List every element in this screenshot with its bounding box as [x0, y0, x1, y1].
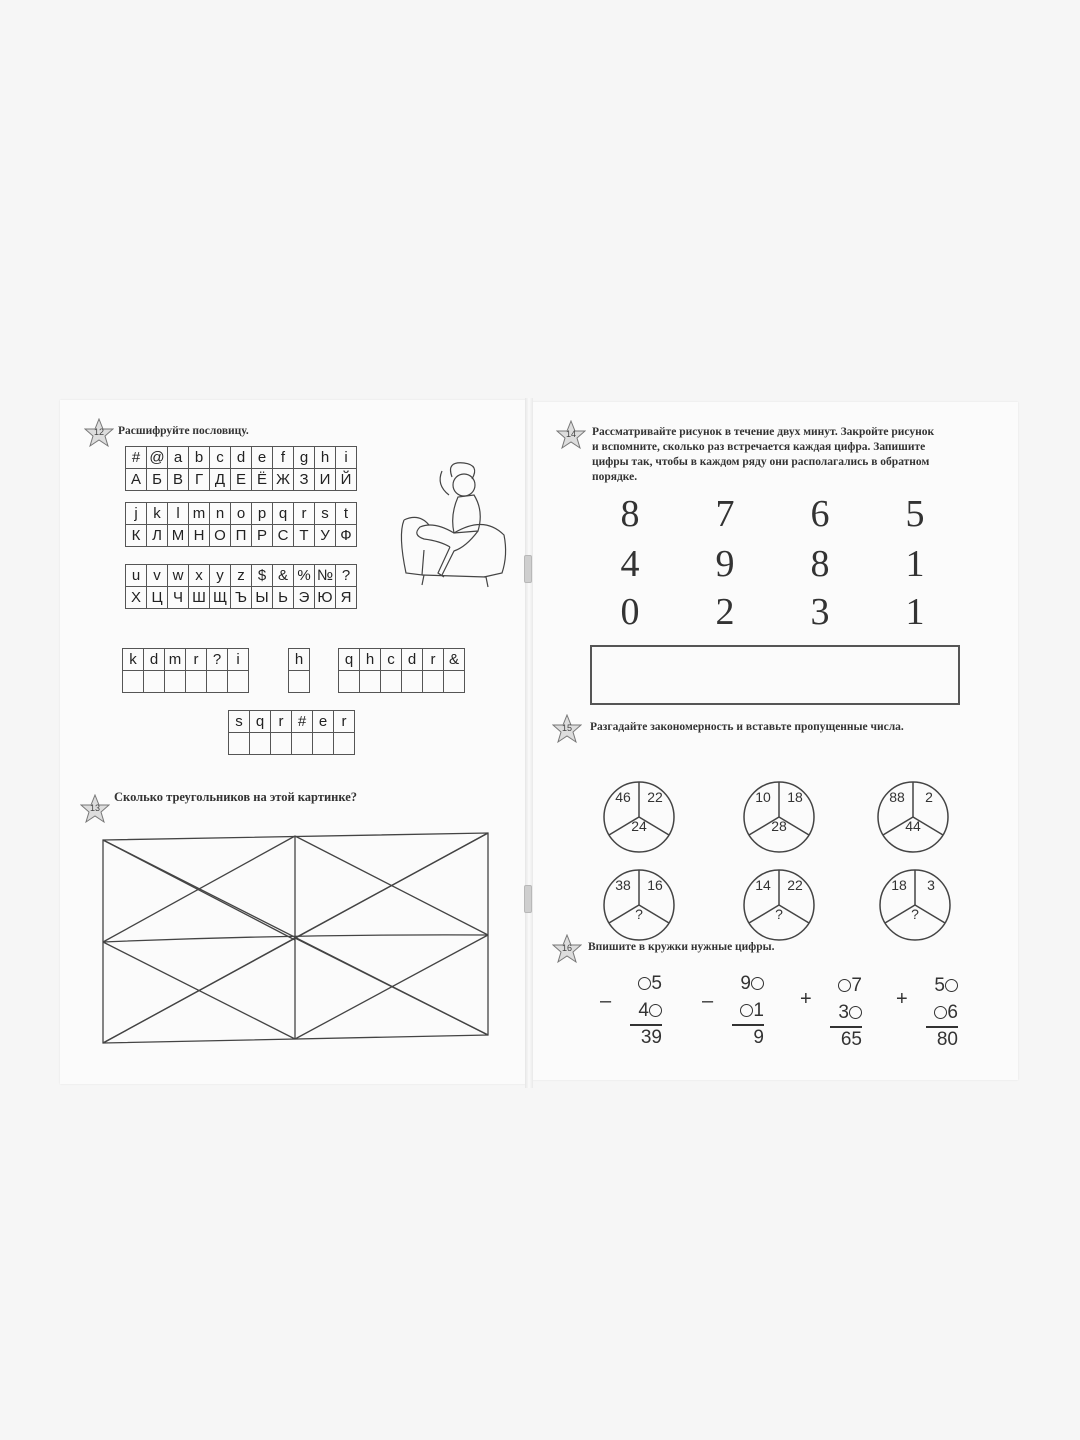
task-number-star-icon — [80, 794, 110, 824]
answer-cell[interactable] — [207, 671, 228, 693]
top-number: 9 — [704, 970, 764, 997]
memory-digit: 6 — [810, 493, 830, 535]
cipher-cell: d — [231, 447, 252, 469]
circle-top-number: 14 — [755, 877, 771, 893]
code-cell: h — [289, 649, 310, 671]
cipher-cell: z — [231, 565, 252, 587]
result-number: 65 — [840, 1029, 862, 1050]
number-circle — [742, 868, 816, 942]
cipher-cell: w — [168, 565, 189, 587]
circle-top-number: 2 — [925, 789, 933, 805]
memory-digit: 8 — [810, 543, 830, 585]
minus-sign: – — [600, 990, 612, 1012]
column-problem — [704, 970, 764, 1051]
cipher-cell: Г — [189, 469, 210, 491]
memory-digit: 8 — [620, 493, 640, 535]
cipher-cell: $ — [252, 565, 273, 587]
circle-top-number: 46 — [615, 789, 631, 805]
code-cell: ? — [207, 649, 228, 671]
task-number: 13 — [89, 803, 100, 813]
digit-circle[interactable] — [945, 979, 958, 992]
task-number: 15 — [561, 723, 572, 733]
cipher-cell: p — [252, 503, 273, 525]
answer-cell[interactable] — [228, 671, 249, 693]
code-cell: r — [271, 711, 292, 733]
result-number: 39 — [640, 1027, 662, 1048]
triangles-figure — [100, 830, 492, 1046]
task-number: 12 — [93, 427, 104, 437]
cipher-cell: С — [273, 525, 294, 547]
result-number: 80 — [936, 1029, 958, 1050]
sum-line — [732, 1024, 764, 1026]
code-cell: r — [186, 649, 207, 671]
cipher-cell: М — [168, 525, 189, 547]
encoded-word — [288, 648, 310, 693]
number-circle — [742, 780, 816, 854]
task-number: 14 — [565, 429, 576, 439]
code-cell: q — [250, 711, 271, 733]
encoded-word — [338, 648, 465, 693]
circle-bottom-number: 44 — [905, 818, 921, 834]
answer-box[interactable] — [590, 645, 960, 705]
cipher-cell: k — [147, 503, 168, 525]
cipher-cell: Э — [294, 587, 315, 609]
column-problem — [602, 970, 662, 1051]
cipher-cell: a — [168, 447, 189, 469]
code-cell: i — [228, 649, 249, 671]
cipher-cell: l — [168, 503, 189, 525]
task-number-star-icon — [552, 934, 582, 964]
cipher-cell: j — [126, 503, 147, 525]
task-title: Разгадайте закономерность и вставьте пропущенные числа. — [590, 721, 904, 733]
cipher-cell: v — [147, 565, 168, 587]
code-cell: & — [444, 649, 465, 671]
cipher-cell: r — [294, 503, 315, 525]
code-cell: h — [360, 649, 381, 671]
cipher-cell: Л — [147, 525, 168, 547]
answer-cell[interactable] — [292, 733, 313, 755]
cipher-cell: e — [252, 447, 273, 469]
circle-bottom-number: 24 — [631, 818, 647, 834]
task-title: Расшифруйте пословицу. — [118, 425, 249, 437]
book-spine — [525, 398, 533, 1088]
cipher-cell: А — [126, 469, 147, 491]
cipher-cell: m — [189, 503, 210, 525]
middle-number: 4 — [602, 997, 662, 1024]
number-circle — [602, 868, 676, 942]
circle-top-number: 22 — [787, 877, 803, 893]
number-circle — [878, 868, 952, 942]
cipher-cell: Н — [189, 525, 210, 547]
circle-bottom-number[interactable]: ? — [635, 906, 643, 922]
code-cell: r — [423, 649, 444, 671]
cipher-cell: Ч — [168, 587, 189, 609]
cipher-cell: c — [210, 447, 231, 469]
cipher-cell: n — [210, 503, 231, 525]
top-number: 5 — [898, 972, 958, 999]
cipher-cell: Й — [336, 469, 357, 491]
digit-circle[interactable] — [638, 977, 651, 990]
memory-digit: 0 — [620, 591, 640, 633]
cipher-cell: Ю — [315, 587, 336, 609]
plus-sign: + — [800, 988, 812, 1010]
top-number: 5 — [602, 970, 662, 997]
cipher-cell: b — [189, 447, 210, 469]
cipher-cell: Б — [147, 469, 168, 491]
answer-cell[interactable] — [271, 733, 292, 755]
cipher-cell: ? — [336, 565, 357, 587]
answer-cell[interactable] — [165, 671, 186, 693]
title-line: и вспомните, сколько раз встречается каждая цифра. Запишите — [592, 441, 926, 453]
memory-digit: 5 — [905, 493, 925, 535]
cipher-cell: Ф — [336, 525, 357, 547]
answer-cell[interactable] — [381, 671, 402, 693]
person-in-armchair-illustration — [394, 455, 512, 590]
answer-cell[interactable] — [339, 671, 360, 693]
code-cell: d — [402, 649, 423, 671]
cipher-cell: t — [336, 503, 357, 525]
task-title: Сколько треугольников на этой картинке? — [114, 790, 358, 804]
column-problem — [802, 972, 862, 1053]
cipher-cell: q — [273, 503, 294, 525]
staple-bottom — [524, 885, 532, 913]
memory-digit: 7 — [715, 493, 735, 535]
title-line: Рассматривайте рисунок в течение двух минут. Закройте рисунок — [592, 426, 935, 438]
sum-line — [630, 1024, 662, 1026]
cipher-cell: x — [189, 565, 210, 587]
answer-cell[interactable] — [402, 671, 423, 693]
cipher-cell: Я — [336, 587, 357, 609]
encoded-word — [228, 710, 355, 755]
cipher-cell: Е — [231, 469, 252, 491]
cipher-cell: Ш — [189, 587, 210, 609]
answer-cell[interactable] — [313, 733, 334, 755]
task-number-star-icon — [552, 714, 582, 744]
cipher-table-3 — [125, 564, 357, 609]
cipher-cell: Х — [126, 587, 147, 609]
digit-circle[interactable] — [849, 1006, 862, 1019]
memory-digit: 1 — [905, 543, 925, 585]
sum-line — [926, 1026, 958, 1028]
cipher-cell: o — [231, 503, 252, 525]
task-title — [592, 425, 992, 485]
task-number: 16 — [561, 943, 572, 953]
circle-top-number: 18 — [891, 877, 907, 893]
answer-cell[interactable] — [123, 671, 144, 693]
answer-cell[interactable] — [250, 733, 271, 755]
result-number: 9 — [753, 1027, 764, 1048]
memory-digit: 3 — [810, 591, 830, 633]
cipher-cell: К — [126, 525, 147, 547]
cipher-cell: Ц — [147, 587, 168, 609]
digit-circle[interactable] — [751, 977, 764, 990]
memory-digit: 9 — [715, 543, 735, 585]
cipher-cell: u — [126, 565, 147, 587]
cipher-cell: Ы — [252, 587, 273, 609]
cipher-cell: Д — [210, 469, 231, 491]
task-title: Впишите в кружки нужные цифры. — [588, 941, 775, 953]
code-cell: # — [292, 711, 313, 733]
answer-cell[interactable] — [334, 733, 355, 755]
top-number: 7 — [802, 972, 862, 999]
answer-cell[interactable] — [144, 671, 165, 693]
cipher-cell: Т — [294, 525, 315, 547]
answer-cell[interactable] — [289, 671, 310, 693]
cipher-cell: О — [210, 525, 231, 547]
cipher-cell: Щ — [210, 587, 231, 609]
cipher-cell: @ — [147, 447, 168, 469]
task-number-star-icon — [556, 420, 586, 450]
code-cell: d — [144, 649, 165, 671]
cipher-table-2 — [125, 502, 357, 547]
middle-number: 1 — [704, 997, 764, 1024]
title-line: порядке. — [592, 471, 638, 483]
cipher-cell: y — [210, 565, 231, 587]
cipher-cell: i — [336, 447, 357, 469]
cipher-cell: И — [315, 469, 336, 491]
memory-digit: 4 — [620, 543, 640, 585]
column-problem — [898, 972, 958, 1053]
cipher-cell: У — [315, 525, 336, 547]
cipher-cell: f — [273, 447, 294, 469]
circle-bottom-number[interactable]: ? — [911, 906, 919, 922]
circle-top-number: 22 — [647, 789, 663, 805]
digit-circle[interactable] — [649, 1004, 662, 1017]
cipher-cell: Ь — [273, 587, 294, 609]
memory-digit: 2 — [715, 591, 735, 633]
middle-number: 6 — [898, 999, 958, 1026]
answer-cell[interactable] — [186, 671, 207, 693]
circle-bottom-number: 28 — [771, 818, 787, 834]
circle-bottom-number[interactable]: ? — [775, 906, 783, 922]
cipher-table-1 — [125, 446, 357, 491]
circle-top-number: 18 — [787, 789, 803, 805]
cipher-cell: g — [294, 447, 315, 469]
digit-circle[interactable] — [838, 979, 851, 992]
code-cell: q — [339, 649, 360, 671]
memory-digit: 1 — [905, 591, 925, 633]
middle-number: 3 — [802, 999, 862, 1026]
number-circle — [602, 780, 676, 854]
circle-top-number: 10 — [755, 789, 771, 805]
digit-circle[interactable] — [740, 1004, 753, 1017]
cipher-cell: h — [315, 447, 336, 469]
cipher-cell: З — [294, 469, 315, 491]
cipher-cell: Ж — [273, 469, 294, 491]
cipher-cell: % — [294, 565, 315, 587]
plus-sign: + — [896, 988, 908, 1010]
cipher-cell: Р — [252, 525, 273, 547]
cipher-cell: Ъ — [231, 587, 252, 609]
answer-cell[interactable] — [360, 671, 381, 693]
encoded-word — [122, 648, 249, 693]
cipher-cell: В — [168, 469, 189, 491]
answer-cell[interactable] — [229, 733, 250, 755]
circle-top-number: 3 — [927, 877, 935, 893]
cipher-cell: # — [126, 447, 147, 469]
title-line: цифры так, чтобы в каждом ряду они располагались в обратном — [592, 456, 930, 468]
code-cell: r — [334, 711, 355, 733]
answer-cell[interactable] — [444, 671, 465, 693]
cipher-cell: s — [315, 503, 336, 525]
code-cell: s — [229, 711, 250, 733]
staple-top — [524, 555, 532, 583]
code-cell: e — [313, 711, 334, 733]
number-circle — [876, 780, 950, 854]
cipher-cell: № — [315, 565, 336, 587]
digit-circle[interactable] — [934, 1006, 947, 1019]
circle-top-number: 88 — [889, 789, 905, 805]
answer-cell[interactable] — [423, 671, 444, 693]
cipher-cell: Ё — [252, 469, 273, 491]
minus-sign: – — [702, 990, 714, 1012]
cipher-cell: П — [231, 525, 252, 547]
cipher-cell: & — [273, 565, 294, 587]
task-number-star-icon — [84, 418, 114, 448]
sum-line — [830, 1026, 862, 1028]
code-cell: m — [165, 649, 186, 671]
circle-top-number: 38 — [615, 877, 631, 893]
circle-top-number: 16 — [647, 877, 663, 893]
code-cell: k — [123, 649, 144, 671]
code-cell: c — [381, 649, 402, 671]
